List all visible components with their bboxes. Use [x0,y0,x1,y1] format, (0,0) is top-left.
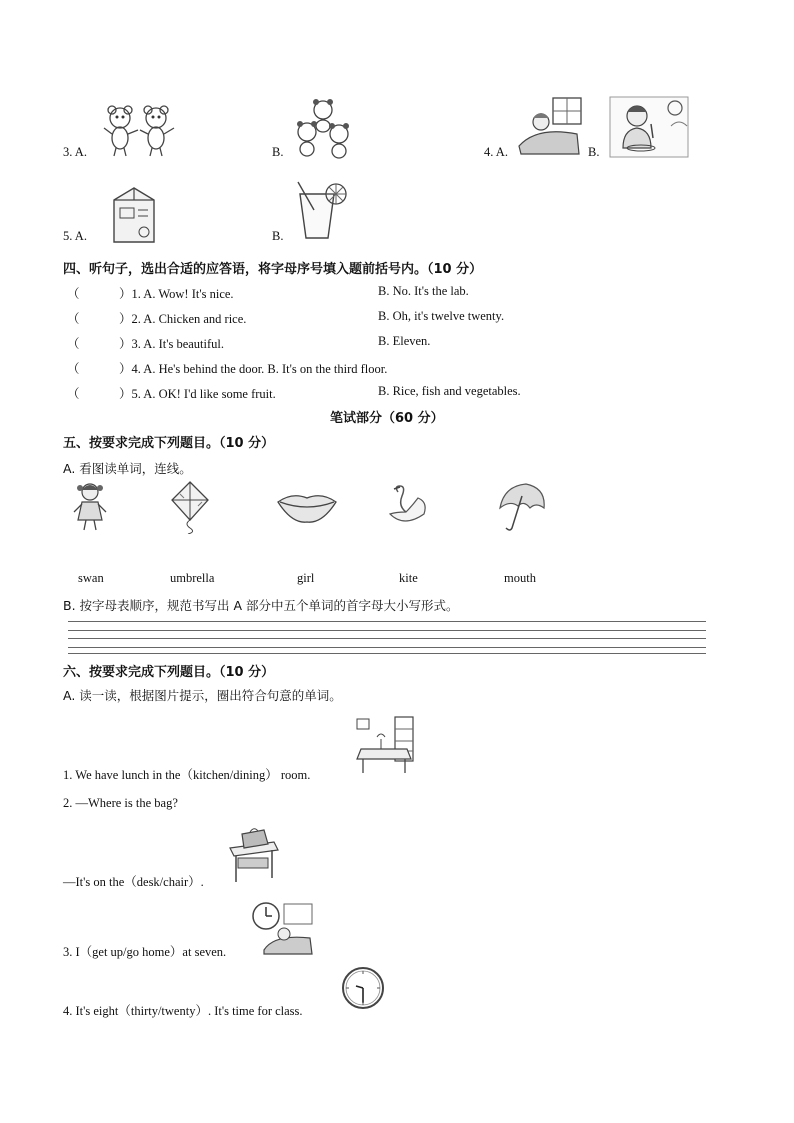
word-kite: kite [399,571,418,585]
word-swan: swan [78,571,104,585]
q3-number: 3. A. [63,145,87,159]
mouth-picture [276,490,338,524]
word-girl: girl [297,571,315,585]
answer-paren[interactable]: （ [67,337,80,351]
section5-b-instruction: B. 按字母表顺序，规范书写出 A 部分中五个单词的首字母大小写形式。 [63,598,459,613]
kite-picture [168,480,212,534]
three-pandas-picture [293,96,353,160]
sleeping-child-picture [517,96,583,158]
option-a: ）1. A. Wow! It's nice. [119,287,234,301]
section4-item-3-b: B. Eleven. [378,334,431,348]
swan-picture [384,484,430,528]
juice-glass-picture [294,180,350,242]
desk-with-bag-picture [226,826,280,884]
clock-and-bed-picture [250,900,314,956]
section6-q4: 4. It's eight（thirty/twenty）. It's time for class. [63,1004,303,1018]
section4-item-2 [67,309,246,327]
written-part-title: 笔试部分（60 分） [330,411,444,426]
answer-paren[interactable]: （ [67,312,80,326]
section4-item-3 [67,334,224,352]
q3-option-b: B. [272,145,284,159]
umbrella-picture [496,482,548,532]
section4-item-5-b: B. Rice, fish and vegetables. [378,384,521,398]
writing-line[interactable] [68,621,706,622]
section4-item-4 [67,359,387,377]
writing-line[interactable] [68,638,706,639]
section6-a-instruction: A. 读一读，根据图片提示，圈出符合句意的单词。 [63,688,342,703]
two-monkeys-picture [100,100,182,158]
section4-item-5 [67,384,276,402]
dining-room-picture [353,715,417,777]
section5-a-instruction: A. 看图读单词，连线。 [63,461,192,476]
writing-line[interactable] [68,653,706,654]
clock-picture [340,965,386,1011]
section4-title: 四、听句子，选出合适的应答语，将字母序号填入题前括号内。（10 分） [63,262,483,277]
writing-line[interactable] [68,647,706,648]
section6-q1: 1. We have lunch in the（kitchen/dining） room. [63,768,311,782]
section6-q3: 3. I（get up/go home）at seven. [63,945,227,959]
writing-line[interactable] [68,630,706,631]
boy-eating-picture [609,96,689,158]
answer-paren[interactable]: （ [67,362,80,376]
q4-number: 4. A. [484,145,508,159]
q5-option-b: B. [272,229,284,243]
section6-q2-question: 2. —Where is the bag? [63,796,178,810]
section6-title: 六、按要求完成下列题目。（10 分） [63,665,275,680]
option-a: ）4. A. He's behind the door. B. It's on the third floor. [119,362,388,376]
option-a: ）2. A. Chicken and rice. [119,312,247,326]
answer-paren[interactable]: （ [67,287,80,301]
section4-item-1 [67,284,234,302]
girl-picture [72,482,108,532]
word-umbrella: umbrella [170,571,215,585]
section5-title: 五、按要求完成下列题目。（10 分） [63,436,275,451]
word-mouth: mouth [504,571,536,585]
section4-item-2-b: B. Oh, it's twelve twenty. [378,309,505,323]
section6-q2-answer: —It's on the（desk/chair）. [63,875,204,889]
section4-item-1-b: B. No. It's the lab. [378,284,469,298]
option-a: ）5. A. OK! I'd like some fruit. [119,387,276,401]
q4-option-b: B. [588,145,600,159]
option-a: ）3. A. It's beautiful. [119,337,225,351]
answer-paren[interactable]: （ [67,387,80,401]
q5-number: 5. A. [63,229,87,243]
milk-carton-picture [108,184,160,246]
